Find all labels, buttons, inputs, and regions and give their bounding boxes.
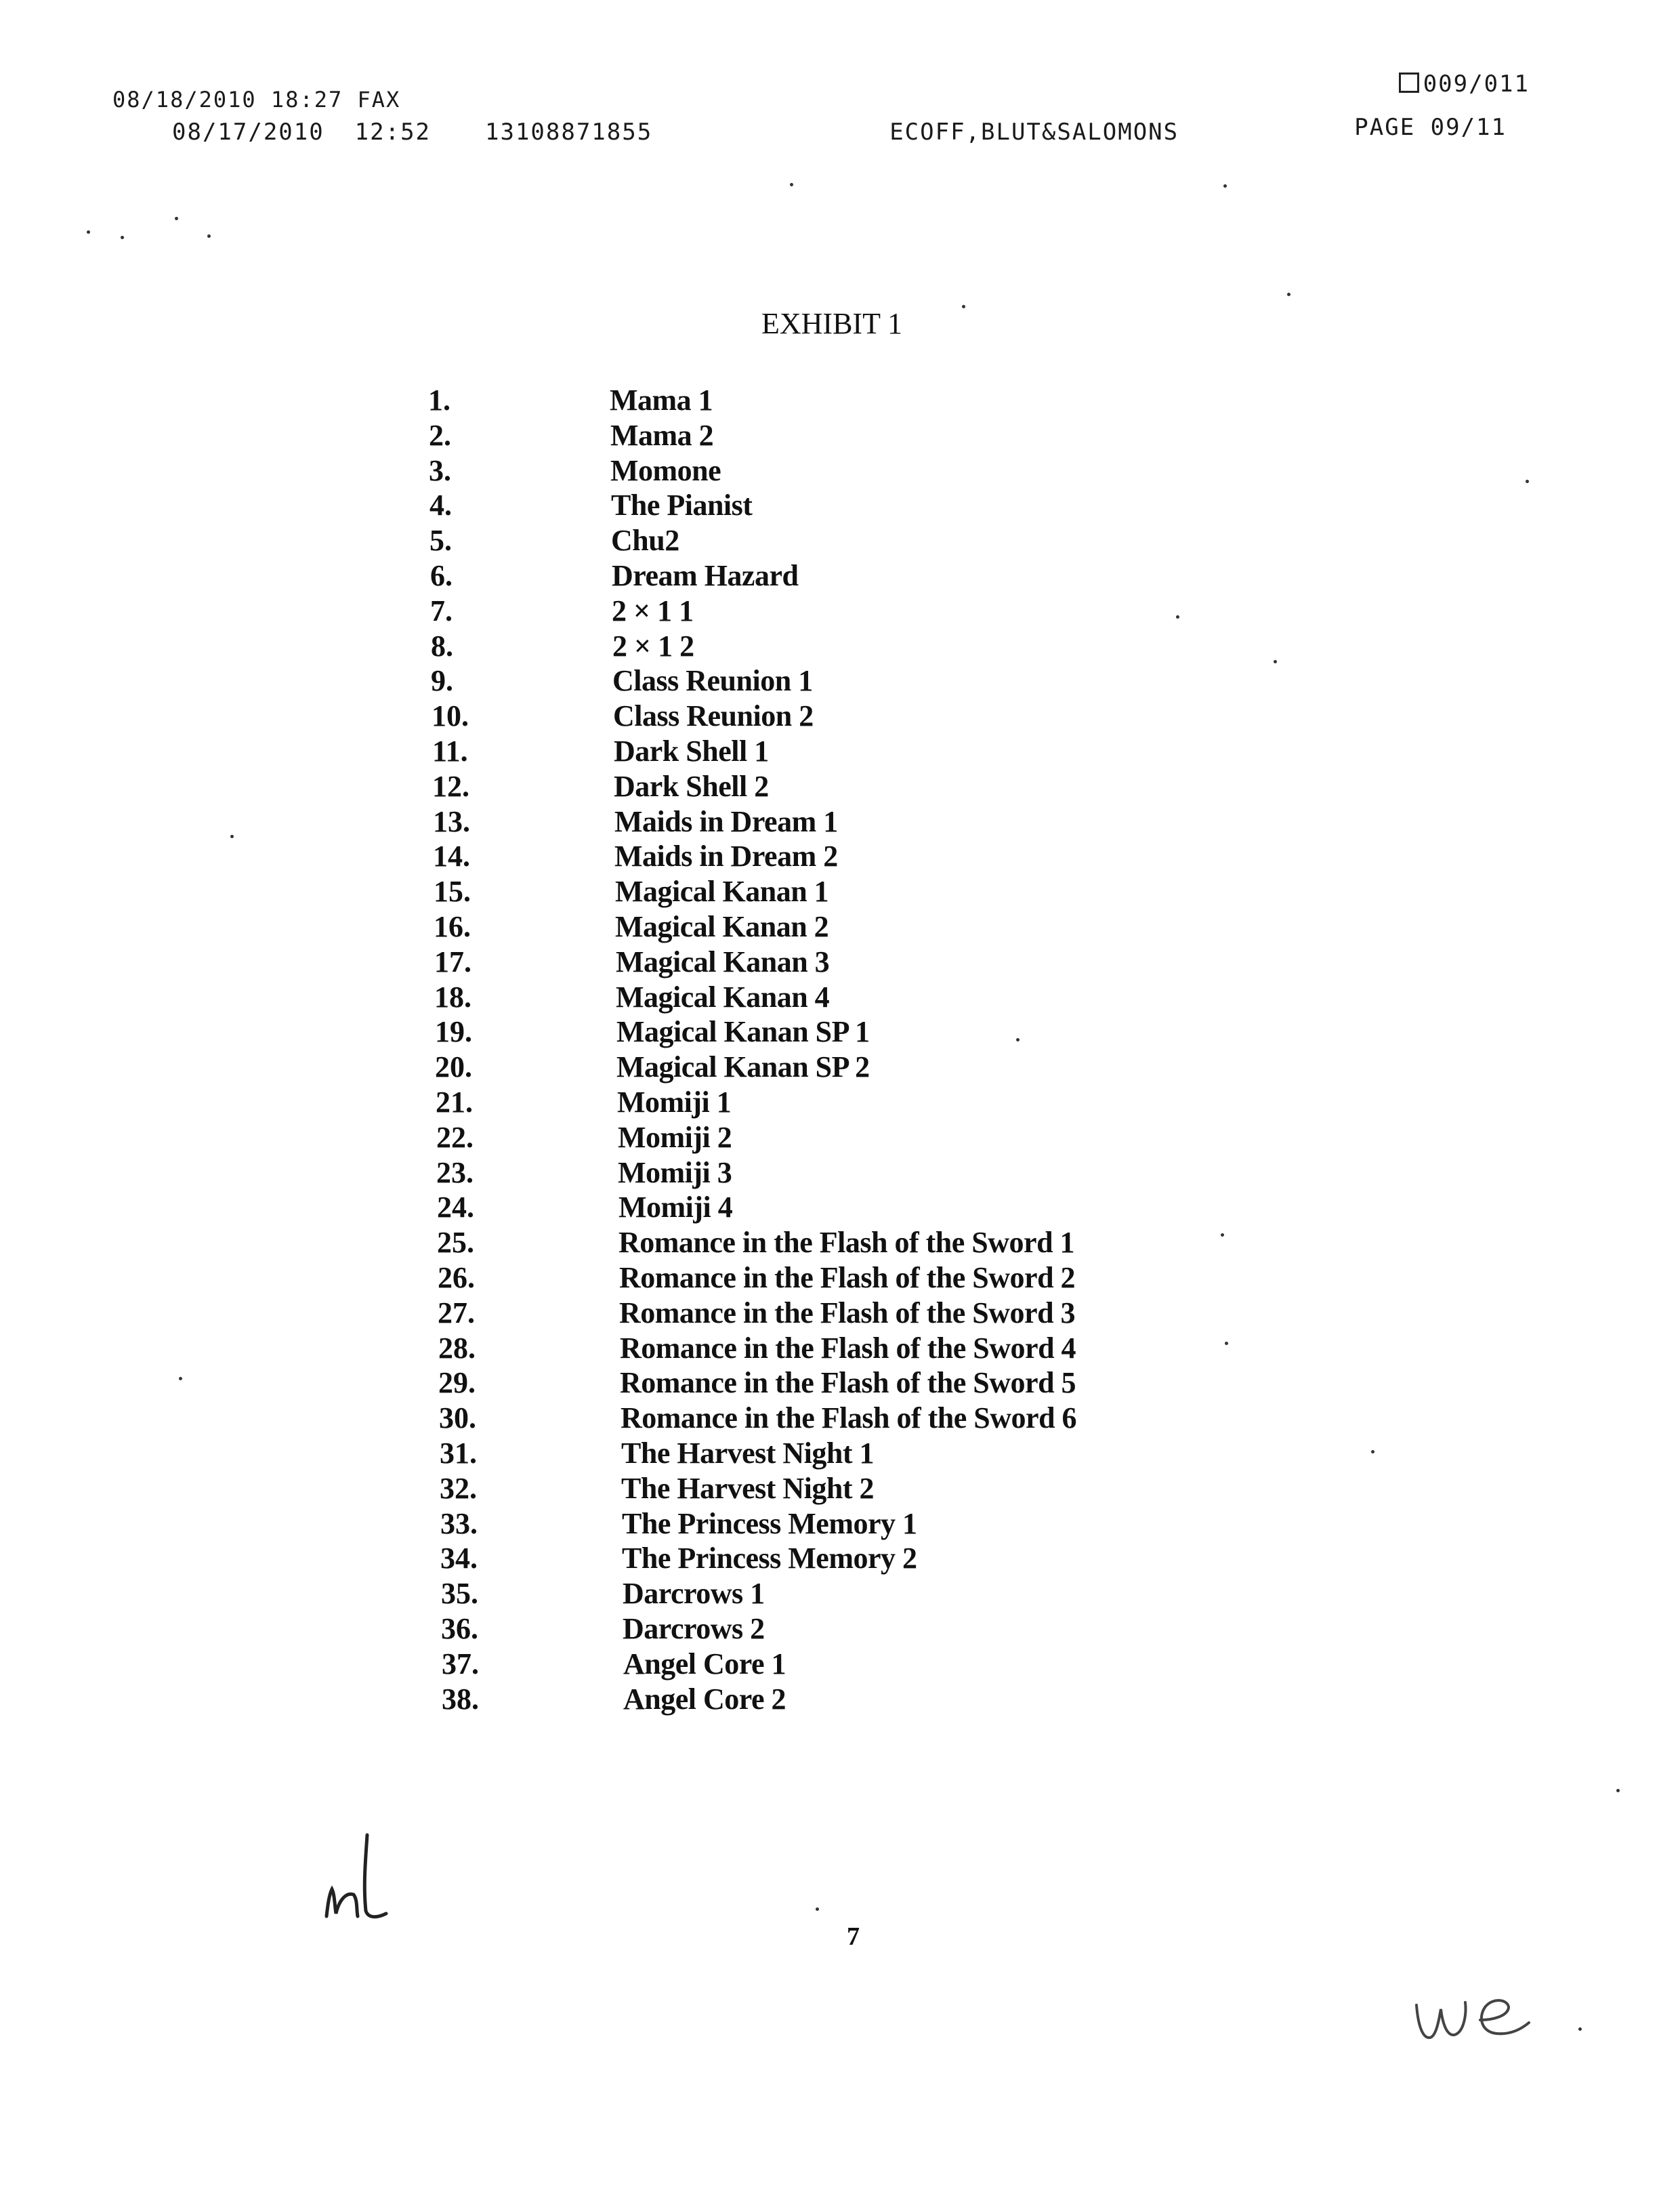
list-item [0,980,1680,1015]
list-item-number: 1. [428,384,450,417]
list-item-number: 36. [441,1612,478,1645]
list-item-number: 21. [436,1086,473,1119]
list-item-title: The Princess Memory 2 [622,1542,917,1575]
list-item [0,1331,1680,1366]
list-item-title: Romance in the Flash of the Sword 3 [619,1296,1076,1329]
list-item-number: 3. [429,454,451,487]
list-item-number: 33. [440,1507,478,1540]
list-item-title: Mama 1 [610,384,713,417]
scan-speck [1225,1342,1228,1345]
list-item-title: Dark Shell 2 [614,770,769,803]
fax-header-line-2 [172,119,1179,146]
list-item [0,663,1680,699]
scan-speck [1578,2027,1582,2031]
list-item-number: 28. [438,1332,476,1365]
scan-speck [207,234,211,238]
list-item-number: 29. [438,1366,476,1399]
list-item-title: Maids in Dream 1 [614,805,838,838]
list-item-number: 26. [438,1261,475,1294]
exhibit-title: EXHIBIT 1 [761,307,903,340]
list-item-title: 2 × 1 1 [612,594,694,627]
list-item [0,1436,1680,1471]
signature-initials-left [318,1830,406,1924]
scan-speck [816,1907,819,1911]
list-item-title: Romance in the Flash of the Sword 5 [620,1366,1076,1399]
list-item-number: 7. [430,594,453,627]
scan-speck [1371,1450,1374,1453]
list-item [0,523,1680,558]
scan-speck [962,305,965,308]
list-item-title: Magical Kanan SP 2 [616,1050,870,1083]
list-item-number: 13. [433,805,470,838]
list-item [0,558,1680,594]
fax-page-counter: 009/011 [1399,70,1530,98]
list-item-number: 4. [429,489,452,522]
list-item-number: 15. [434,875,471,908]
fax-sender-name: ECOFF,BLUT&SALOMONS [889,119,1179,146]
scan-speck [790,183,793,186]
list-item-title: Momiji 2 [618,1121,732,1154]
list-item [0,629,1680,664]
scan-speck [179,1377,182,1380]
scan-speck [1616,1789,1620,1792]
list-item-number: 11. [432,735,468,768]
list-item [0,1647,1680,1682]
list-item-title: Magical Kanan 3 [616,945,830,978]
list-item-number: 22. [436,1121,474,1154]
list-item-number: 31. [440,1437,477,1470]
fax-transmit-date: 08/17/2010 [172,119,324,146]
list-item-number: 16. [434,910,471,943]
fax-header-line-1: 08/18/2010 18:27 FAX [112,87,401,112]
list-item-title: Momiji 4 [618,1191,733,1224]
list-item-title: 2 × 1 2 [612,629,694,663]
page-number: 7 [847,1922,860,1951]
list-item-title: Romance in the Flash of the Sword 1 [618,1226,1075,1259]
list-item-number: 8. [431,629,453,663]
list-item [0,1155,1680,1191]
list-item-title: Class Reunion 2 [613,699,814,732]
list-item [0,1576,1680,1611]
list-item-number: 19. [435,1015,472,1048]
list-item [0,909,1680,945]
list-item-number: 5. [429,524,452,557]
list-item [0,1085,1680,1120]
list-item [0,874,1680,909]
list-item-number: 10. [432,699,469,732]
scan-speck [1176,615,1179,619]
list-item [0,1541,1680,1576]
list-item-number: 2. [429,419,451,452]
list-item-title: Darcrows 1 [623,1577,765,1610]
list-item [0,1225,1680,1260]
scan-speck [1287,293,1290,296]
list-item-number: 17. [434,945,471,978]
list-item-title: Dark Shell 1 [614,735,769,768]
scan-speck [175,217,178,220]
list-item-number: 12. [432,770,469,803]
list-item-title: Momone [610,454,721,487]
list-item-number: 27. [438,1296,475,1329]
list-item [0,1296,1680,1331]
signature-initials-right [1412,1989,1541,2050]
list-item-title: Romance in the Flash of the Sword 2 [619,1261,1076,1294]
list-item [0,804,1680,840]
list-item-title: Mama 2 [610,419,714,452]
list-item-title: Romance in the Flash of the Sword 4 [620,1332,1076,1365]
list-item [0,418,1680,453]
list-item-title: Dream Hazard [612,559,799,592]
list-item-title: Magical Kanan 1 [615,875,829,908]
list-item-number: 35. [441,1577,478,1610]
list-item [0,1050,1680,1085]
list-item [0,1365,1680,1401]
list-item-number: 6. [430,559,453,592]
list-item-title: Magical Kanan 4 [616,981,830,1014]
scan-speck [1221,1233,1224,1237]
list-item-number: 23. [436,1156,474,1189]
list-item-number: 34. [440,1542,478,1575]
list-item-title: Chu2 [611,524,679,557]
list-item-title: The Princess Memory 1 [622,1507,917,1540]
list-item-number: 14. [433,840,470,873]
fax-sender-number: 13108871855 [485,119,653,146]
list-item-title: The Harvest Night 2 [621,1472,875,1505]
scan-speck [1526,480,1529,483]
list-item-title: Momiji 3 [618,1156,732,1189]
list-item-number: 20. [435,1050,472,1083]
list-item-title: Class Reunion 1 [612,664,813,697]
list-item [0,1611,1680,1647]
scan-speck [1016,1038,1020,1041]
list-item-number: 25. [437,1226,474,1259]
list-item-title: Maids in Dream 2 [614,840,838,873]
list-item [0,1401,1680,1436]
fax-transmit-time: 12:52 [354,119,432,146]
list-item [0,1120,1680,1155]
list-item [0,383,1680,418]
list-item [0,734,1680,769]
list-item [0,1506,1680,1542]
list-item [0,1471,1680,1506]
list-item-title: Romance in the Flash of the Sword 6 [621,1401,1077,1434]
list-item-title: The Pianist [611,489,753,522]
list-item-number: 18. [434,981,471,1014]
list-item [0,1260,1680,1296]
scan-speck [87,230,90,234]
list-item-title: Darcrows 2 [623,1612,765,1645]
list-item [0,594,1680,629]
list-item [0,1190,1680,1225]
list-item-number: 24. [437,1191,474,1224]
fax-page-label: PAGE 09/11 [1354,114,1507,141]
scan-speck [230,835,234,838]
list-item [0,1682,1680,1717]
list-item-number: 32. [440,1472,477,1505]
list-item-number: 37. [442,1647,479,1680]
list-item [0,699,1680,734]
list-item-title: Magical Kanan SP 1 [616,1015,870,1048]
list-item [0,453,1680,489]
list-item [0,769,1680,804]
list-item-title: Angel Core 1 [623,1647,786,1680]
list-item-number: 9. [431,664,453,697]
list-item [0,945,1680,980]
list-item-title: Angel Core 2 [623,1683,786,1716]
list-item-title: Momiji 1 [617,1086,732,1119]
scan-speck [121,236,124,239]
checkbox-icon [1399,73,1419,93]
list-item [0,488,1680,523]
list-item [0,1014,1680,1050]
list-item-title: Magical Kanan 2 [615,910,829,943]
scan-speck [1223,184,1227,188]
scan-speck [1274,660,1277,663]
list-item-title: The Harvest Night 1 [621,1437,875,1470]
list-item [0,839,1680,874]
list-item-number: 30. [439,1401,476,1434]
list-item-number: 38. [442,1683,479,1716]
